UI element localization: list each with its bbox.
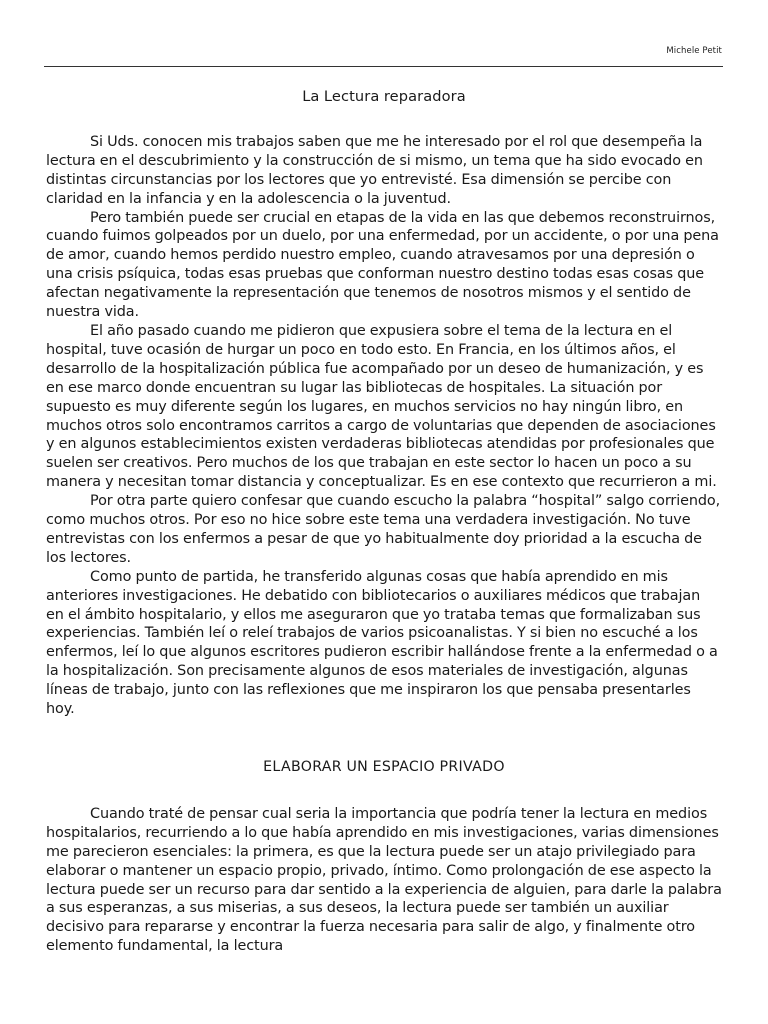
paragraph: Por otra parte quiero confesar que cuando escucho la palabra “hospital” salgo corriendo, como muchos otros. Por eso no hice sobre este tema una verdadera investigación. No tuve entrevistas con los enfermos a pesar de que yo habitualmente doy prioridad a la escucha de los lectores. [46,493,721,566]
section-heading: ELABORAR UN ESPACIO PRIVADO [263,759,505,775]
paragraph: Como punto de partida, he transferido algunas cosas que había aprendido en mis anteriores investigaciones. He debatido con bibliotecarios o auxiliares médicos que trabajan en el ámbito hospitalario, y ellos me aseguraron que yo trataba temas que formalizaban sus experiencias. También leí o releí trabajos de varios psicoanalistas. Y si bien no escuché a los enfermos, leí lo que algunos escritores pudieron escribir hallándose frente a la enfermedad o a la hospitalización. Son precisamente algunos de esos materiales de investigación, algunas líneas de trabajo, junto con las reflexiones que me inspiraron los que pensaba presentarles hoy. [46,568,718,718]
header-rule [44,66,723,67]
paragraph: Si Uds. conocen mis trabajos saben que me he interesado por el rol que desempeña la lectura en el descubrimiento y la construcción de si mismo, un tema que ha sido evocado en distintas circunstancias por los lectores que yo entrevisté. Esa dimensión se percibe con claridad en la infancia y en la adolescencia o la juventud. [46,133,703,207]
running-header-author: Michele Petit [666,46,722,56]
paragraph: Cuando traté de pensar cual seria la importancia que podría tener la lectura en medios hospitalarios, recurriendo a lo que había aprendido en mis investigaciones, varias dimensiones me parecieron esenciales: la primera, es que la lectura puede ser un atajo privilegiado para elaborar o mantener un espacio propio, privado, íntimo. Como prolongación de ese aspecto la lectura puede ser un recurso para dar sentido a la experiencia de alguien, para darle la palabra a sus esperanzas, a sus miserias, a sus deseos, la lectura puede ser también un auxiliar decisivo para repararse y encontrar la fuerza necesaria para salir de algo, y finalmente otro elemento fundamental, la lectura [46,805,722,955]
document-body [46,88,722,956]
paragraph: El año pasado cuando me pidieron que expusiera sobre el tema de la lectura en el hospital, tuve ocasión de hurgar un poco en todo esto. En Francia, en los últimos años, el desarrollo de la hospitalización pública fue acompañado por un deseo de humanización, y es en ese marco donde encuentran su lugar las bibliotecas de hospitales. La situación por supuesto es muy diferente según los lugares, en muchos servicios no hay ningún libro, en muchos otros solo encontramos carritos a cargo de voluntarias que dependen de asociaciones y en algunos establecimientos existen verdaderas bibliotecas atendidas por profesionales que suelen ser creativos. Pero muchos de los que trabajan en este sector lo hacen un poco a su manera y necesitan tomar distancia y conceptualizar. Es en ese contexto que recurrieron a mi. [46,322,717,491]
document-title: La Lectura reparadora [302,88,466,105]
paragraph: Pero también puede ser crucial en etapas de la vida en las que debemos reconstruirnos, cuando fuimos golpeados por un duelo, por una enfermedad, por un accidente, o por una pena de amor, cuando hemos perdido nuestro empleo, cuando atravesamos por una depresión o una crisis psíquica, todas esas pruebas que conforman nuestro destino todas esas cosas que afectan negativamente la representación que tenemos de nosotros mismos y el sentido de nuestra vida. [46,209,719,321]
